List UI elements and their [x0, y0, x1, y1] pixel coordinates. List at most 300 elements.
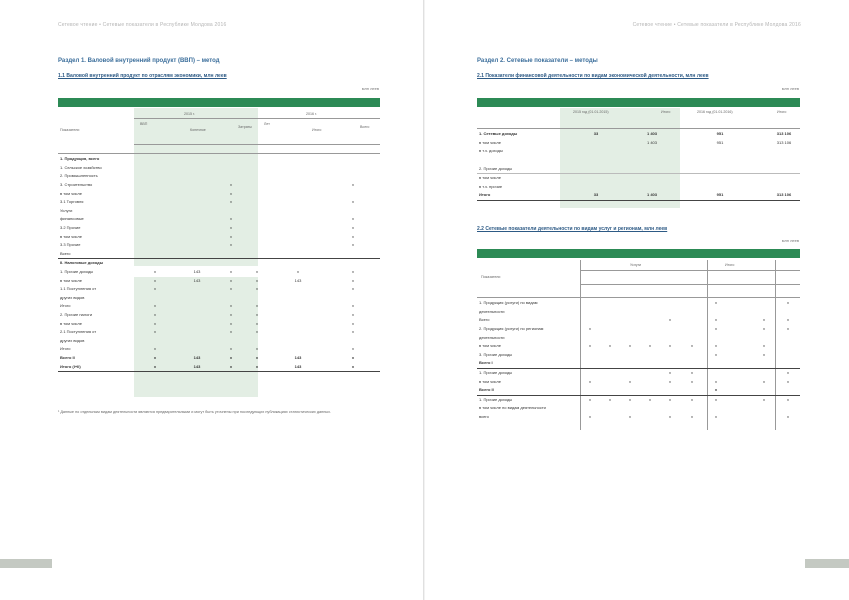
table-cell: x [154, 286, 156, 292]
divider [580, 270, 800, 271]
table-cell [704, 333, 728, 342]
table-cell [580, 351, 600, 360]
row-label: 2. Прочие налоги [60, 311, 93, 317]
table-cell: x [230, 277, 232, 283]
table-cell [560, 130, 584, 139]
table-cell [704, 173, 736, 182]
table-row [477, 130, 800, 139]
table-cell [680, 308, 704, 317]
table-cell [728, 333, 752, 342]
table-cell [244, 181, 270, 190]
table-cell [218, 172, 244, 181]
table-cell [620, 386, 640, 395]
table-row [58, 215, 380, 224]
running-header: Сетевое чтение • Сетевые показатели в Республике Молдова 2016 [632, 22, 801, 28]
table-cell [218, 155, 244, 164]
table-cell [560, 139, 584, 148]
table-cell [728, 299, 752, 308]
table-cell [640, 308, 660, 317]
table-cell [134, 215, 176, 224]
table-cell: x [669, 378, 671, 384]
column-group-header: 2016 год (01.01.2016) [697, 110, 733, 114]
table-cell: x [787, 370, 789, 376]
table-cell: x [230, 233, 232, 239]
table-cell: 1 403 [646, 139, 657, 145]
table-cell: x [229, 354, 233, 360]
table-cell [244, 232, 270, 241]
table-cell [736, 147, 768, 156]
row-label: в том числе [60, 320, 82, 326]
table-cell [632, 183, 672, 192]
row-label: 1. Продукция, всего [60, 156, 100, 162]
table-cell [672, 139, 704, 148]
col-header: ВВП [140, 122, 148, 126]
row-label: 3.3 Прочие [60, 242, 81, 248]
table-cell: x [704, 386, 728, 395]
table-cell [600, 325, 620, 334]
table-cell [620, 359, 640, 368]
table-cell [244, 155, 270, 164]
table-cell [776, 386, 800, 395]
table-cell [728, 308, 752, 317]
table-cell: x [230, 346, 232, 352]
row-label: в том числе [60, 190, 82, 196]
table-cell: x [154, 329, 156, 335]
table-cell: 951 [716, 139, 724, 145]
table-cell: x [352, 182, 354, 188]
running-header: Сетевое чтение • Сетевые показатели в Республике Молдова 2016 [58, 22, 227, 28]
table-cell [660, 386, 680, 395]
table-cell [176, 328, 218, 337]
table-cell: x [669, 414, 671, 420]
table-cell [728, 342, 752, 351]
table-cell [608, 156, 632, 165]
table-cell [244, 215, 270, 224]
table-cell [728, 395, 752, 404]
table-cell [134, 181, 176, 190]
table-cell: x [230, 329, 232, 335]
table-cell: x [715, 378, 717, 384]
table-cell [660, 325, 680, 334]
table-cell: x [715, 300, 717, 306]
table-row [477, 316, 800, 325]
row-label: 2. Прочие доходы [477, 164, 560, 173]
table-cell: x [230, 320, 232, 326]
row-label: в том числе по видам деятельности [479, 405, 546, 411]
table-cell [176, 311, 218, 320]
table-cell [580, 368, 600, 377]
table-cell [600, 413, 620, 422]
table-cell: x [352, 329, 354, 335]
table-cell [752, 368, 776, 377]
table-cell: x [669, 396, 671, 402]
table-cell [176, 215, 218, 224]
row-label: в том числе [60, 233, 82, 239]
table-cell: x [255, 354, 259, 360]
table-cell [672, 183, 704, 192]
table-cell: x [154, 277, 156, 283]
table-header-bar [477, 98, 800, 107]
row-label: II. Налоговые доходы [60, 260, 104, 266]
table-cell [270, 189, 326, 198]
table-cell [768, 147, 800, 156]
table-cell [270, 294, 326, 303]
table-cell [218, 207, 244, 216]
table-cell: 143 [193, 269, 201, 275]
table-cell: x [787, 300, 789, 306]
table-cell: x [715, 396, 717, 402]
row-label: в т.ч. доходы [479, 148, 503, 154]
table-cell: x [691, 343, 693, 349]
table-cell [620, 325, 640, 334]
table-cell [640, 299, 660, 308]
table-cell: x [134, 362, 176, 371]
table-cell [736, 164, 768, 173]
table-cell [680, 351, 704, 360]
table-cell [620, 368, 640, 377]
table-cell [270, 302, 326, 311]
table-cell [608, 147, 632, 156]
table-cell: x [256, 303, 258, 309]
table-cell [680, 359, 704, 368]
table-cell [752, 404, 776, 413]
row-label: 3.1 Торговля [60, 199, 84, 205]
table-cell [584, 156, 608, 165]
table-cell: x [669, 317, 671, 323]
table-cell [176, 232, 218, 241]
table-cell [640, 404, 660, 413]
table-cell [608, 183, 632, 192]
table-cell: x [154, 320, 156, 326]
table-cell [270, 164, 326, 173]
table-cell: x [352, 277, 354, 283]
table-cell [620, 299, 640, 308]
table-cell [640, 377, 660, 386]
table-row [58, 354, 380, 363]
table-cell [680, 325, 704, 334]
table-row [477, 377, 800, 386]
footer-bar [805, 559, 849, 568]
table-row [58, 336, 380, 345]
table-cell: x [230, 216, 232, 222]
table-cell: x [230, 303, 232, 309]
table-cell: x [153, 354, 157, 360]
table-cell [270, 336, 326, 345]
table-cell: x [352, 269, 354, 275]
table-row [477, 395, 800, 404]
table-cell [704, 368, 728, 377]
row-label: Всего [479, 317, 490, 323]
table-cell [608, 173, 632, 182]
row-label: Итого [60, 346, 71, 352]
table-cell: x [787, 326, 789, 332]
table-row [58, 207, 380, 216]
table-cell: x [715, 326, 717, 332]
table-header-bar [477, 249, 800, 258]
table-cell [728, 368, 752, 377]
table-cell [728, 316, 752, 325]
table-cell: x [230, 286, 232, 292]
table-row [58, 250, 380, 259]
table-cell [326, 207, 380, 216]
table-cell [134, 164, 176, 173]
table-cell [640, 325, 660, 334]
table-cell [620, 333, 640, 342]
table-cell: 313 106 [768, 191, 800, 200]
sub-title: 2.2 Сетевые показатели деятельности по видам услуг и регионам, млн леев [477, 226, 668, 232]
table-cell [270, 232, 326, 241]
table-cell: x [787, 378, 789, 384]
table-cell [752, 413, 776, 422]
col-header: Затраты [238, 125, 252, 129]
table-cell: x [609, 396, 611, 402]
table-cell [270, 241, 326, 250]
row-label: других видов [60, 337, 85, 343]
col-header: Конечное [190, 128, 206, 132]
table-cell: x [691, 396, 693, 402]
data-table [58, 155, 380, 372]
table-cell [584, 173, 608, 182]
table-cell [580, 404, 600, 413]
table-row [477, 147, 800, 156]
table-cell [600, 351, 620, 360]
table-cell [620, 351, 640, 360]
table-cell [270, 155, 326, 164]
table-cell: x [763, 343, 765, 349]
table-row [477, 308, 800, 317]
unit-note: млн леев [781, 238, 799, 243]
row-label: 1. Продукция (услуги) по видам [479, 300, 538, 306]
table-cell: x [352, 242, 354, 248]
table-cell [704, 404, 728, 413]
table-cell [640, 359, 660, 368]
col-header: Услуги [630, 263, 642, 267]
table-cell: x [763, 351, 765, 357]
row-label: Услуги [60, 207, 73, 213]
table-cell: x [629, 343, 631, 349]
table-cell [632, 147, 672, 156]
table-cell [326, 336, 380, 345]
table-cell [752, 333, 776, 342]
table-cell [176, 198, 218, 207]
table-cell: x [154, 269, 156, 275]
table-cell: x [669, 343, 671, 349]
table-cell [600, 299, 620, 308]
table-row [58, 311, 380, 320]
table-row [58, 294, 380, 303]
table-cell [736, 191, 768, 200]
unit-note: млн леев [781, 86, 799, 91]
row-label: 3.2 Прочие [60, 225, 81, 231]
table-cell [768, 183, 800, 192]
table-cell: x [589, 414, 591, 420]
row-label: Всего II [60, 354, 75, 360]
row-label: всего [479, 414, 489, 420]
table-cell [672, 164, 704, 173]
row-label: 1. Прочие доходы [60, 269, 94, 275]
table-cell: x [589, 343, 591, 349]
table-cell: x [763, 317, 765, 323]
table-row [58, 319, 380, 328]
table-cell [560, 183, 584, 192]
table-cell [244, 294, 270, 303]
table-cell: x [589, 396, 591, 402]
table-cell: x [763, 378, 765, 384]
table-cell: x [352, 286, 354, 292]
table-cell [672, 156, 704, 165]
divider [58, 153, 380, 154]
table-cell [704, 308, 728, 317]
table-row [58, 155, 380, 164]
row-label: в том числе [60, 277, 82, 283]
table-cell [632, 156, 672, 165]
table-cell [640, 413, 660, 422]
table-row [477, 359, 800, 368]
table-cell: x [218, 362, 244, 371]
table-cell [580, 299, 600, 308]
table-cell [704, 359, 728, 368]
divider [134, 144, 380, 145]
table-cell [244, 198, 270, 207]
row-label: 1. Прочие доходы [479, 370, 513, 376]
table-cell [176, 250, 218, 259]
table-cell [270, 319, 326, 328]
table-cell: x [715, 317, 717, 323]
divider [477, 297, 800, 298]
table-cell: x [326, 362, 380, 371]
table-cell: x [230, 269, 232, 275]
table-row [58, 172, 380, 181]
table-cell [680, 299, 704, 308]
row-label [477, 156, 560, 165]
table-cell [608, 130, 632, 139]
table-cell [600, 308, 620, 317]
table-row [58, 232, 380, 241]
table-cell [134, 336, 176, 345]
table-cell [672, 130, 704, 139]
table-cell [632, 173, 672, 182]
row-label: 1. Сельское хозяйство [60, 164, 102, 170]
table-cell [600, 377, 620, 386]
table-cell: x [352, 311, 354, 317]
table-row [477, 325, 800, 334]
table-cell [134, 294, 176, 303]
table-header-bar [58, 98, 380, 107]
table-cell [270, 207, 326, 216]
table-row [477, 342, 800, 351]
right-page [425, 0, 849, 600]
table-cell [680, 333, 704, 342]
table-cell: 1 403 [632, 191, 672, 200]
table-row [58, 302, 380, 311]
row-label: финансовые [60, 216, 84, 222]
table-cell [134, 207, 176, 216]
table-cell [608, 191, 632, 200]
table-cell [728, 404, 752, 413]
table-cell [704, 183, 736, 192]
col-header: Лет [264, 122, 270, 126]
row-label: Итого (I+II) [58, 362, 134, 371]
table-cell [176, 241, 218, 250]
table-cell [176, 181, 218, 190]
row-label: 1. Сетевые доходы [479, 131, 518, 137]
table-cell [176, 164, 218, 173]
table-cell: x [230, 182, 232, 188]
table-cell [600, 404, 620, 413]
table-cell [640, 368, 660, 377]
table-cell: x [352, 303, 354, 309]
table-cell [728, 413, 752, 422]
table-cell [326, 164, 380, 173]
table-cell [270, 345, 326, 354]
table-cell: x [669, 370, 671, 376]
table-cell: x [297, 269, 299, 275]
table-cell: 951 [704, 191, 736, 200]
table-cell [270, 259, 326, 268]
table-cell [270, 328, 326, 337]
row-label: Всего [58, 250, 134, 259]
divider [134, 118, 380, 119]
table-cell [600, 333, 620, 342]
table-cell [620, 308, 640, 317]
data-table [477, 299, 800, 421]
table-cell [244, 224, 270, 233]
table-cell: x [256, 269, 258, 275]
divider [580, 284, 800, 285]
table-cell [560, 173, 584, 182]
table-cell: x [691, 378, 693, 384]
table-cell: x [230, 242, 232, 248]
table-cell [660, 359, 680, 368]
table-cell [134, 241, 176, 250]
table-cell [672, 147, 704, 156]
table-cell [560, 147, 584, 156]
table-cell [580, 333, 600, 342]
table-row [477, 413, 800, 422]
row-label: деятельности [479, 334, 505, 340]
table-cell [608, 139, 632, 148]
table-cell [776, 359, 800, 368]
table-cell [244, 189, 270, 198]
table-cell [244, 172, 270, 181]
table-cell [218, 336, 244, 345]
row-label: 2.1 Поступления от [60, 329, 97, 335]
table-cell: x [154, 311, 156, 317]
table-cell [134, 250, 176, 259]
table-cell: x [763, 396, 765, 402]
table-cell [176, 319, 218, 328]
table-cell [580, 316, 600, 325]
table-cell [640, 316, 660, 325]
column-group-header: 2015 год (01.01.2015) [573, 110, 609, 114]
table-cell [580, 359, 600, 368]
table-row [58, 285, 380, 294]
table-cell: x [629, 378, 631, 384]
table-cell [270, 181, 326, 190]
table-cell: x [154, 346, 156, 352]
row-label: 3. Строительство [60, 182, 93, 188]
table-cell [680, 386, 704, 395]
left-page [0, 0, 424, 600]
table-cell: x [154, 303, 156, 309]
table-cell [326, 294, 380, 303]
table-cell [728, 377, 752, 386]
table-cell: x [256, 346, 258, 352]
table-cell [660, 404, 680, 413]
table-row [477, 183, 800, 192]
table-cell [776, 333, 800, 342]
table-cell [244, 259, 270, 268]
